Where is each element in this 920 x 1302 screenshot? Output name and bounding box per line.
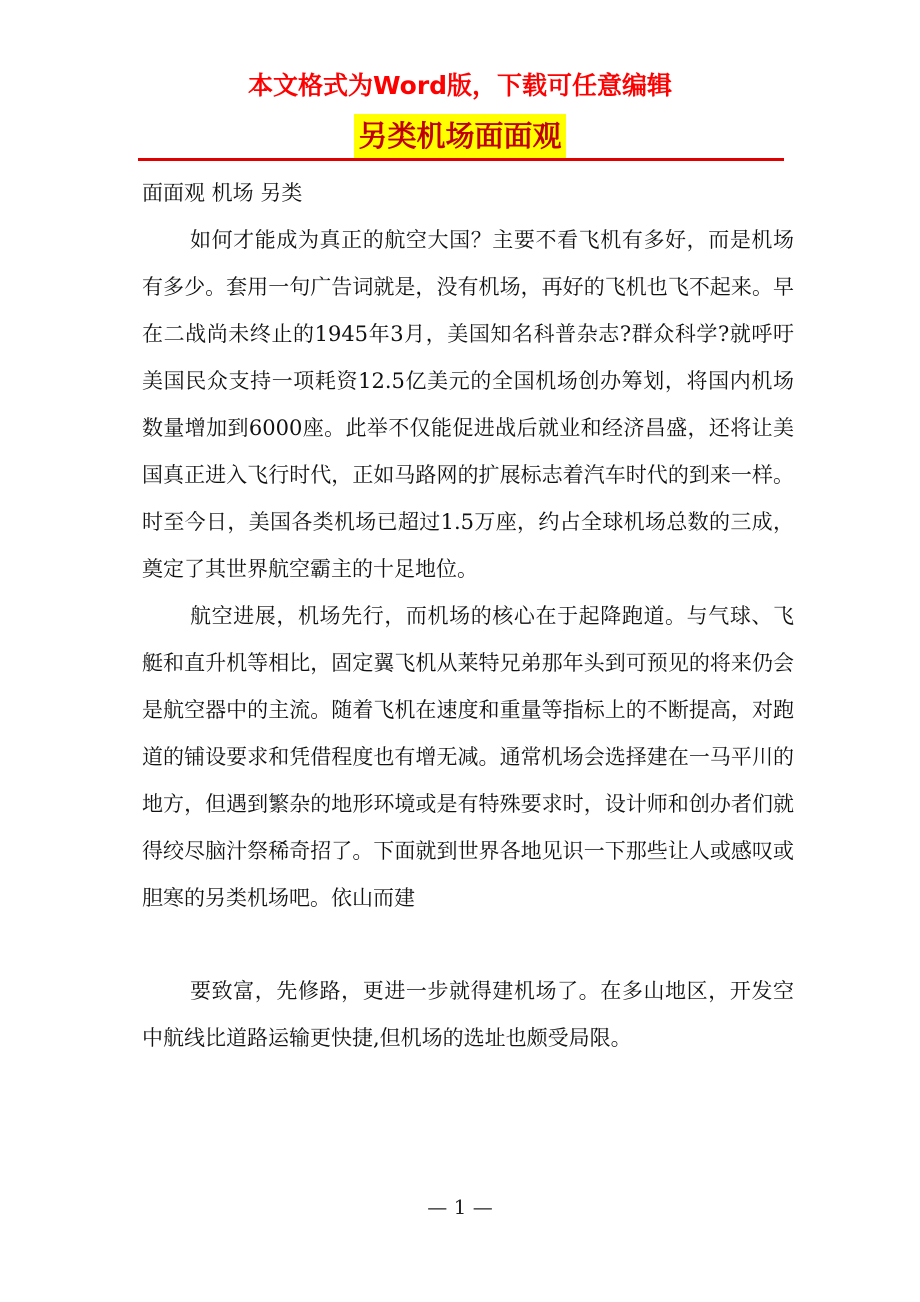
document-body [142, 170, 794, 1062]
header-divider [138, 158, 784, 161]
keywords-line: 面面观 机场 另类 [142, 181, 303, 205]
paragraph-3: 要致富，先修路，更进一步就得建机场了。在多山地区，开发空中航线比道路运输更快捷,但机场的选址也颇受局限。 [142, 979, 794, 1050]
paragraph-gap [142, 922, 794, 968]
title-container [0, 114, 920, 158]
paragraph-1: 如何才能成为真正的航空大国？主要不看飞机有多好，而是机场有多少。套用一句广告词就是，没有机场，再好的飞机也飞不起来。早在二战尚未终止的1945年3月，美国知名科普杂志?群众科学?就呼吁美国民众支持一项耗资12.5亿美元的全国机场创办筹划，将国内机场数量增加到6000座。此举不仅能促进战后就业和经济昌盛，还将让美国真正进入飞行时代，正如马路网的扩展标志着汽车时代的到来一样。时至今日，美国各类机场已超过1.5万座，约占全球机场总数的三成，奠定了其世界航空霸主的十足地位。 [142, 228, 794, 581]
paragraph-2: 航空进展，机场先行，而机场的核心在于起降跑道。与气球、飞艇和直升机等相比，固定翼飞机从莱特兄弟那年头到可预见的将来仍会是航空器中的主流。随着飞机在速度和重量等指标上的不断提高，对跑道的铺设要求和凭借程度也有增无减。通常机场会选择建在一马平川的地方，但遇到繁杂的地形环境或是有特殊要求时，设计师和创办者们就得绞尽脑汁祭稀奇招了。下面就到世界各地见识一下那些让人或感叹或胆寒的另类机场吧。依山而建 [142, 604, 794, 910]
page-number: — 1 — [427, 1195, 493, 1219]
document-title: 另类机场面面观 [354, 114, 565, 158]
download-banner: 本文格式为Word版，下载可任意编辑 [247, 71, 673, 100]
